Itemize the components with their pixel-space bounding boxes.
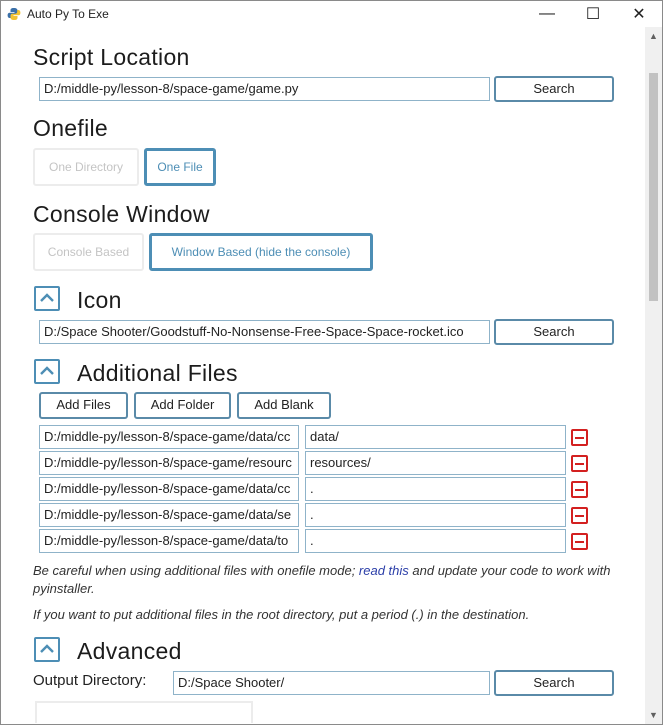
remove-file-icon[interactable] [571,533,588,550]
file-source-input[interactable]: D:/middle-py/lesson-8/space-game/data/cc [39,425,299,449]
vertical-scrollbar[interactable] [645,27,662,724]
read-this-link[interactable]: read this [358,563,409,578]
console-based-option[interactable]: Console Based [33,233,144,271]
collapse-advanced-button[interactable] [34,637,60,662]
additional-files-heading: Additional Files [77,360,238,386]
window-based-option[interactable]: Window Based (hide the console) [149,233,373,271]
chevron-up-icon [39,642,55,656]
file-destination-input[interactable]: . [305,529,566,553]
file-destination-input[interactable]: resources/ [305,451,566,475]
file-destination-input[interactable]: . [305,503,566,527]
main-content [1,27,631,724]
note-text: Be careful when using additional files with onefile mode; [33,563,359,578]
file-source-input[interactable]: D:/middle-py/lesson-8/space-game/data/se [39,503,299,527]
add-files-button[interactable]: Add Files [39,392,128,419]
collapse-icon-section-button[interactable] [34,286,60,311]
onefile-warning-note [33,562,613,598]
output-search-button[interactable]: Search [494,670,614,696]
output-directory-label: Output Directory: [33,672,147,689]
chevron-up-icon [39,291,55,305]
add-folder-button[interactable]: Add Folder [134,392,231,419]
scroll-down-icon[interactable]: ▼ [649,710,658,720]
remove-file-icon[interactable] [571,507,588,524]
one-directory-option[interactable]: One Directory [33,148,139,186]
scrollbar-thumb[interactable] [649,73,658,301]
script-search-button[interactable]: Search [494,76,614,102]
cutoff-option-button[interactable] [35,701,253,723]
remove-file-icon[interactable] [571,481,588,498]
file-source-input[interactable]: D:/middle-py/lesson-8/space-game/data/to [39,529,299,553]
output-directory-input[interactable]: D:/Space Shooter/ [173,671,490,695]
python-logo-icon [7,7,21,21]
file-source-input[interactable]: D:/middle-py/lesson-8/space-game/data/cc [39,477,299,501]
chevron-up-icon [39,364,55,378]
one-file-option[interactable]: One File [144,148,216,186]
script-location-heading: Script Location [33,44,190,70]
file-destination-input[interactable]: data/ [305,425,566,449]
icon-search-button[interactable]: Search [494,319,614,345]
icon-path-input[interactable]: D:/Space Shooter/Goodstuff-No-Nonsense-Free-Space-Space-rocket.ico [39,320,490,344]
console-window-heading: Console Window [33,201,210,227]
maximize-button[interactable]: ☐ [585,6,601,23]
remove-file-icon[interactable] [571,455,588,472]
advanced-heading: Advanced [77,638,182,664]
file-source-input[interactable]: D:/middle-py/lesson-8/space-game/resourc [39,451,299,475]
title-bar [1,1,662,27]
icon-heading: Icon [77,287,122,313]
scroll-up-icon[interactable]: ▲ [649,31,658,41]
minimize-button[interactable]: — [539,5,555,22]
script-location-input[interactable]: D:/middle-py/lesson-8/space-game/game.py [39,77,490,101]
remove-file-icon[interactable] [571,429,588,446]
window-title: Auto Py To Exe [27,7,109,21]
collapse-additional-files-button[interactable] [34,359,60,384]
close-button[interactable]: ✕ [632,6,646,23]
root-directory-note: If you want to put additional files in the root directory, put a period (.) in the destination. [33,607,530,622]
file-destination-input[interactable]: . [305,477,566,501]
note-text: and update your code to work with pyinstaller. [33,563,611,596]
onefile-heading: Onefile [33,115,108,141]
add-blank-button[interactable]: Add Blank [237,392,331,419]
